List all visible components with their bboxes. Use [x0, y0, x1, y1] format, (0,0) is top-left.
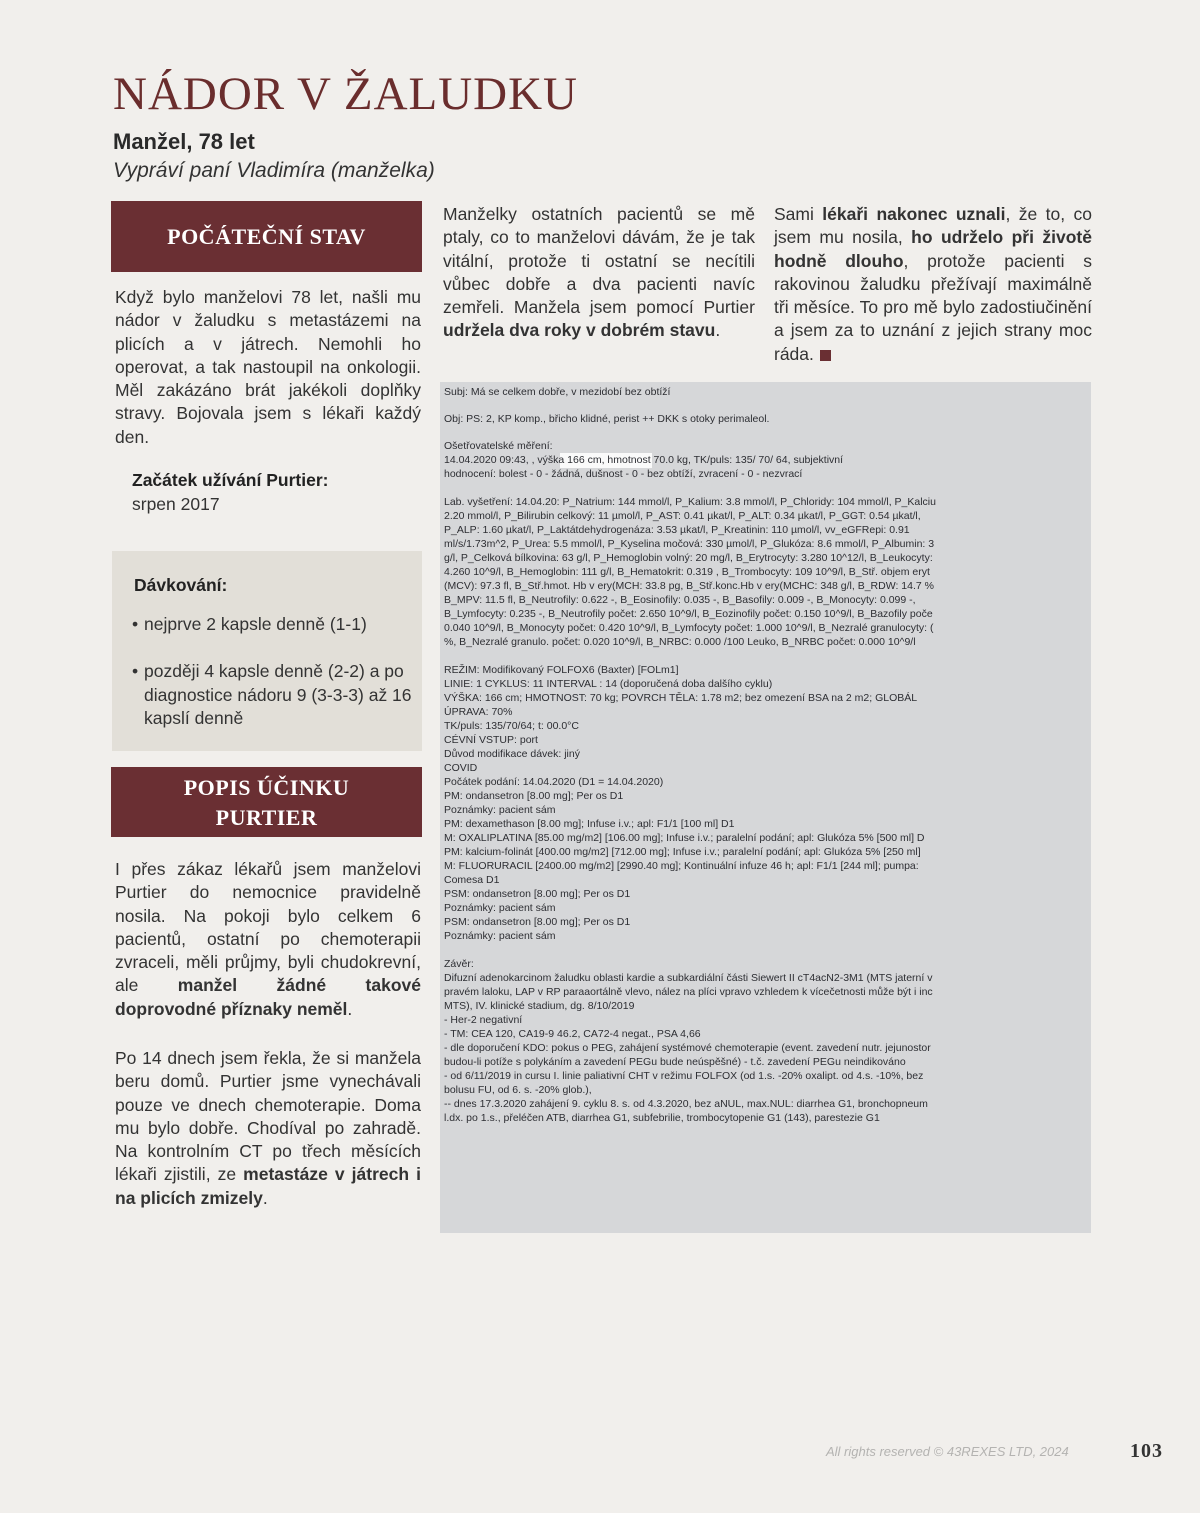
report-line: PM: ondansetron [8.00 mg]; Per os D1	[444, 790, 624, 802]
page-number: 103	[1130, 1440, 1163, 1462]
dosage-box	[112, 551, 422, 751]
initial-state-text: Když bylo manželovi 78 let, našli mu nádor v žaludku s metastázemi na plicích a v játrech. Nemohli ho operovat, a tak nastoupil na onkologii. Měl zakázáno brát jakékoli doplňky stravy. Bojovala jsem s lékaři každý den.	[115, 287, 421, 447]
report-line: 2.20 mmol/l, P_Bilirubin celkový: 11 µmol/l, P_AST: 0.41 µkat/l, P_ALT: 0.34 µkat/l, P_GGT: 0.54 µkat/l,	[444, 510, 921, 522]
report-line: pravém laloku, LAP v RP paraaortálně vlevo, nález na plíci vpravo vzhledem k vícečetnosti může být i inc	[444, 986, 933, 998]
effect-paragraph-2: Po 14 dnech jsem řekla, že si manžela beru domů. Purtier jsme vynechávali pouze ve dnech chemoterapie. Doma mu bylo dobře. Chodíval po zahradě. Na kontrolním CT po třech měsících lékaři zjistili, ze metastáze v játrech i na plicích zmizely.	[115, 1048, 421, 1208]
report-line: - TM: CEA 120, CA19-9 46.2, CA72-4 negat., PSA 4,66	[444, 1028, 701, 1040]
report-line: (MCV): 97.3 fl, B_Stř.hmot. Hb v ery(MCH: 33.8 pg, B_Stř.konc.Hb v ery(MCHC: 348 g/l, B_RDW: 14.7 %	[444, 580, 934, 592]
report-line: CÉVNÍ VSTUP: port	[444, 734, 538, 746]
bullet: •	[132, 614, 139, 634]
report-line: g/l, P_Celková bílkovina: 63 g/l, P_Hemoglobin volný: 20 mg/l, B_Erytrocyty: 3.280 10^12/l, B_Leukocyty:	[444, 552, 933, 564]
report-line: PSM: ondansetron [8.00 mg]; Per os D1	[444, 888, 631, 900]
report-line: Počátek podání: 14.04.2020 (D1 = 14.04.2020)	[444, 776, 664, 788]
end-mark-icon	[820, 350, 831, 361]
section-heading-line: POPIS ÚČINKU	[183, 775, 350, 800]
report-line: B_MPV: 11.5 fl, B_Neutrofily: 0.622 -, B_Eosinofily: 0.035 -, B_Basofily: 0.009 -, B_Monocyty: 0.099 -,	[444, 594, 916, 606]
report-line: 4.260 10^9/l, B_Hemoglobin: 111 g/l, B_Hematokrit: 0.319 , B_Trombocyty: 109 10^9/l, B_Stř. objem eryt	[444, 566, 930, 578]
emphasis: lékaři nakonec uznali	[822, 204, 1006, 224]
effect-paragraph-1: I přes zákaz lékařů jsem manželovi Purtier do nemocnice pravidelně nosila. Na pokoji bylo celkem 6 pacientů, ostatní po chemoterapii zvraceli, měli průjmy, byli chudokrevní, ale manžel žádné takové doprovodné příznaky neměl.	[115, 859, 421, 1019]
report-line: LINIE: 1 CYKLUS: 11 INTERVAL : 14 (doporučená doba dalšího cyklu)	[444, 678, 773, 690]
report-line: Subj: Má se celkem dobře, v mezidobí bez obtíží	[444, 386, 671, 398]
medical-report-scan	[440, 382, 1091, 1233]
copyright-footer: All rights reserved © 43REXES LTD, 2024	[826, 1444, 1069, 1459]
middle-column-text: Manželky ostatních pacientů se mě ptaly, co to manželovi dávám, že je tak vitální, protože ti ostatní se necítili vůbec dobře a dva pacienti navíc zemřeli. Manžela jsem pomocí Purtier udržela dva roky v dobrém stavu.	[443, 204, 755, 341]
report-line: ml/s/1.73m^2, P_Urea: 5.5 mmol/l, P_Kyselina močová: 330 µmol/l, P_Glukóza: 8.6 mmol/l, P_Albumin: 3	[444, 538, 935, 550]
report-line: REŽIM: Modifikovaný FOLFOX6 (Baxter) [FOLm1]	[444, 664, 679, 676]
report-line: MTS), IV. klinické stadium, dg. 8/10/2019	[444, 1000, 635, 1012]
report-line: PM: kalcium-folinát [400.00 mg/m2] [712.00 mg]; Infuse i.v.; paralelní podání; apl: Glukóza 5% [250 ml]	[444, 846, 921, 858]
right-column-text: Sami lékaři nakonec uznali, že to, co jsem mu nosila, ho udrželo při životě hodně dlouho, protože pacienti s rakovinou žaludku přežívají maximálně tři měsíce. To pro mě bylo zadostiučinění a jsem za to uznání z jejich strany moc ráda.	[774, 204, 1093, 364]
report-line: %, B_Nezralé granulo. počet: 0.020 10^9/l, B_NRBC: 0.000 /100 Leuko, B_NRBC počet: 0.000 10^9/l	[444, 636, 916, 648]
report-line: Lab. vyšetření: 14.04.20: P_Natrium: 144 mmol/l, P_Kalium: 3.8 mmol/l, P_Chloridy: 104 mmol/l, P_Kalciu	[444, 496, 936, 508]
report-line: Obj: PS: 2, KP komp., břicho klidné, perist ++ DKK s otoky perimaleol.	[444, 413, 770, 425]
report-line: bolusu FU, od 6. s. -20% glob.),	[444, 1084, 592, 1096]
report-line: Poznámky: pacient sám	[444, 804, 556, 816]
report-line: - Her-2 negativní	[444, 1014, 523, 1026]
report-line: Poznámky: pacient sám	[444, 930, 556, 942]
emphasis: manžel žádné takové doprovodné příznaky neměl	[115, 975, 421, 1019]
start-label: Začátek užívání Purtier:	[132, 470, 329, 490]
page-title: NÁDOR V ŽALUDKU	[113, 68, 578, 120]
dosage-item	[132, 613, 412, 637]
section-heading-line: PURTIER	[215, 805, 318, 830]
report-line: COVID	[444, 762, 478, 774]
report-line: 0.040 10^9/l, B_Monocyty počet: 0.420 10^9/l, B_Lymfocyty počet: 1.000 10^9/l, B_Nezralé granulocyty: (	[444, 622, 934, 634]
report-line: PM: dexamethason [8.00 mg]; Infuse i.v.; apl: F1/1 [100 ml] D1	[444, 818, 735, 830]
bullet: •	[132, 661, 139, 681]
narrator-line: Vypráví paní Vladimíra (manželka)	[113, 159, 435, 182]
dosage-item-text: nejprve 2 kapsle denně (1-1)	[144, 614, 367, 634]
report-line: Závěr:	[444, 958, 474, 970]
section-heading-effect	[111, 767, 422, 837]
report-line: budou-li potíže s polykáním a zavedení PEGu bude neúspěšné) - t.č. zavedení PEGu neindikováno	[444, 1056, 906, 1068]
section-heading-initial-state: POČÁTEČNÍ STAV	[111, 201, 422, 272]
report-line: 14.04.2020 09:43, , výška 166 cm, hmotnost 70.0 kg, TK/puls: 135/ 70/ 64, subjektivní	[444, 454, 844, 466]
report-line: hodnocení: bolest - 0 - žádná, dušnost - 0 - bez obtíží, zvracení - 0 - nezvrací	[444, 468, 803, 480]
start-value: srpen 2017	[132, 494, 220, 514]
subtitle: Manžel, 78 let	[113, 129, 255, 154]
dosage-item	[132, 660, 412, 731]
report-line: VÝŠKA: 166 cm; HMOTNOST: 70 kg; POVRCH TĚLA: 1.78 m2; bez omezení BSA na 2 m2; GLOBÁL	[444, 692, 918, 704]
report-line: B_Lymfocyty: 0.235 -, B_Neutrofily počet: 2.650 10^9/l, B_Eozinofily počet: 0.150 10^9/l, B_Bazofily poče	[444, 608, 933, 620]
report-line: Poznámky: pacient sám	[444, 902, 556, 914]
dosage-title: Dávkování:	[134, 575, 228, 595]
report-line: TK/puls: 135/70/64; t: 00.0°C	[444, 720, 579, 732]
emphasis: udržela dva roky v dobrém stavu	[443, 320, 716, 341]
report-line: PSM: ondansetron [8.00 mg]; Per os D1	[444, 916, 631, 928]
report-line: Difuzní adenokarcinom žaludku oblasti kardie a subkardiální části Siewert II cT4acN2-3M1 (MTS jaterní v	[444, 972, 933, 984]
report-line: M: FLUORURACIL [2400.00 mg/m2] [2990.40 mg]; Kontinuální infuze 46 h; apl: F1/1 [244 ml]; pumpa:	[444, 860, 919, 872]
report-line: - od 6/11/2019 in cursu I. linie paliativní CHT v režimu FOLFOX (od 1.s. -20% oxalipt. od 4.s. -10%, bez	[444, 1070, 924, 1082]
report-line: Comesa D1	[444, 874, 500, 886]
report-line: Ošetřovatelské měření:	[444, 440, 553, 452]
emphasis: metastáze v játrech i na plicích zmizely	[115, 1164, 421, 1208]
dosage-item-text: později 4 kapsle denně (2-2) a po diagnostice nádoru 9 (3-3-3) až 16 kapslí denně	[144, 661, 412, 728]
report-line: P_ALP: 1.60 µkat/l, P_Laktátdehydrogenáza: 3.53 µkat/l, P_Kreatinin: 110 µmol/l, vv_eGFRepi: 0.91	[444, 524, 910, 536]
report-line: Důvod modifikace dávek: jiný	[444, 748, 580, 760]
report-line: - dle doporučení KDO: pokus o PEG, zahájení systémové chemoterapie (event. zavedení nutr. jejunostor	[444, 1042, 931, 1054]
report-line: M: OXALIPLATINA [85.00 mg/m2] [106.00 mg]; Infuse i.v.; paralelní podání; apl: Glukóza 5% [500 ml] D	[444, 832, 925, 844]
report-line: -- dnes 17.3.2020 zahájení 9. cyklu 8. s. od 4.3.2020, bez aNUL, max.NUL: diarrhea G1, bronchopneum	[444, 1098, 928, 1110]
report-line: l.dx. po 1.s., přeléčen ATB, diarrhea G1, subfebrilie, trombocytopenie G1 (143), parestezie G1	[444, 1112, 880, 1124]
emphasis: ho udrželo při životě hodně dlouho	[774, 227, 1092, 271]
report-line: ÚPRAVA: 70%	[444, 706, 513, 718]
